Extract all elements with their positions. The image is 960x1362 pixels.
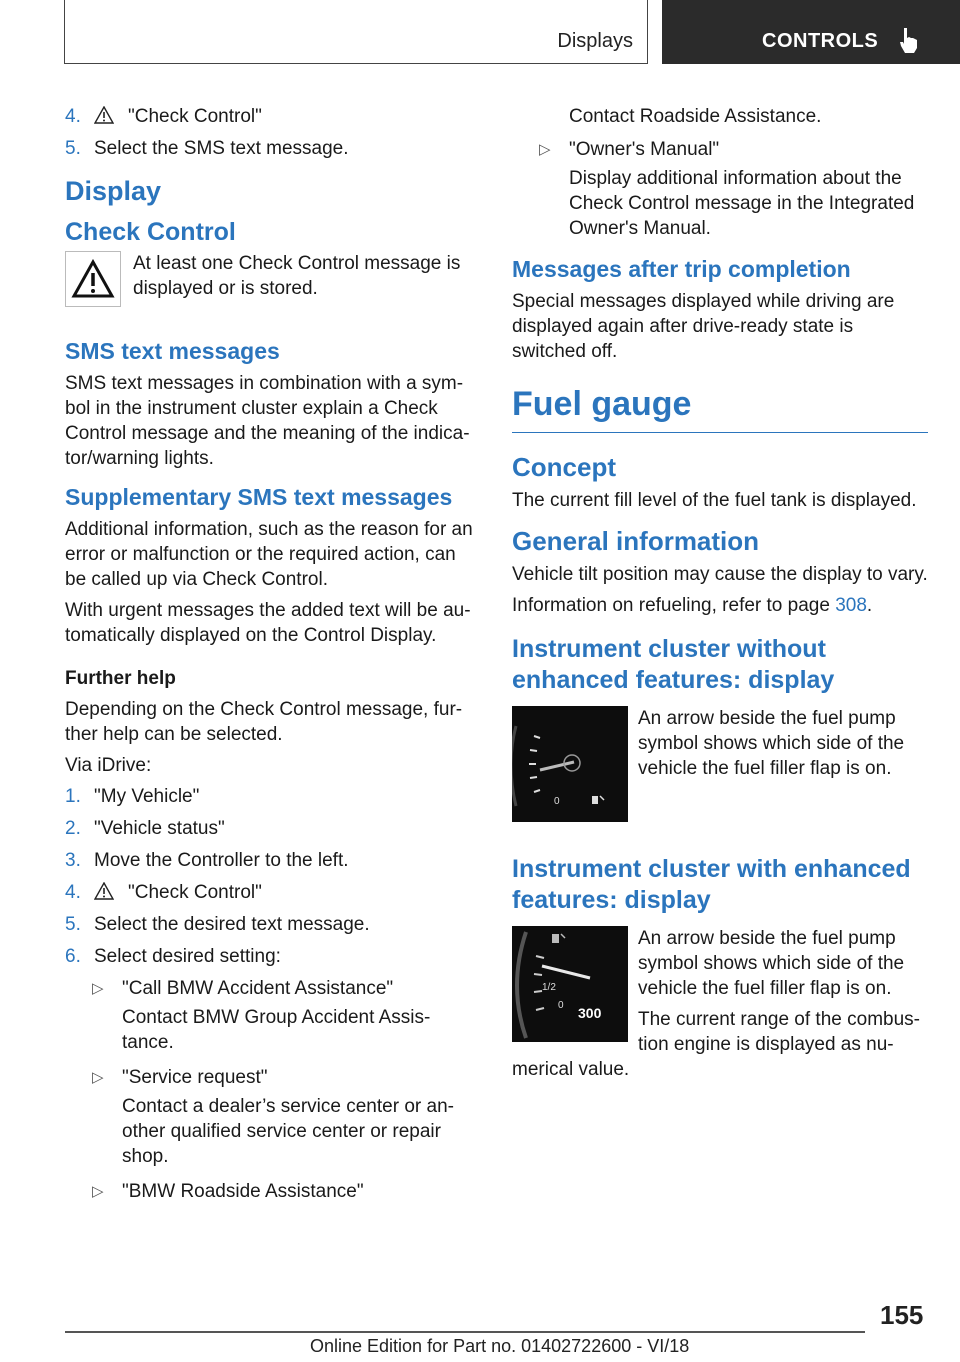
paragraph: Additional information, such as the reason for an error or malfunction or the required action, can be called up via Check Control. (65, 519, 473, 590)
fuel-gauge-enhanced-image (512, 926, 628, 1042)
list-item: 6. Select desired setting: (65, 946, 281, 967)
heading-display: Display (65, 176, 162, 206)
svg-text:0: 0 (558, 1000, 564, 1011)
svg-text:300: 300 (578, 1005, 602, 1021)
fuel-gauge-basic-icon (512, 706, 628, 822)
list-item: 4. "Check Control" (65, 882, 262, 903)
triangle-bullet-icon: ▷ (92, 1183, 104, 1200)
bullet-item: ▷ "BMW Roadside Assistance" (92, 1181, 364, 1202)
heading-fuel-gauge: Fuel gauge (512, 382, 928, 433)
right-column (512, 104, 928, 1082)
warning-triangle-icon (94, 882, 114, 900)
heading-messages-after-trip: Messages after trip completion (512, 256, 851, 282)
header-chapter-title: CONTROLS (762, 30, 879, 52)
paragraph: The current fill level of the fuel tank is displayed. (512, 490, 917, 511)
bullet-description: Contact BMW Group Accident Assistance. (122, 1007, 431, 1053)
heading-general-information: General information (512, 526, 760, 556)
list-item: 5. Select the SMS text message. (65, 138, 349, 159)
check-control-text: At least one Check Control message is displayed or is stored. (133, 253, 461, 299)
bullet-item: ▷ "Call BMW Accident Assistance" (92, 978, 394, 999)
heading-further-help: Further help (65, 668, 176, 689)
bullet-description: Contact Roadside Assistance. (569, 106, 822, 127)
page-number: 155 (880, 1300, 924, 1330)
warning-sign-box (65, 251, 121, 307)
paragraph: Special messages displayed while driving are displayed again after drive-ready state is switched off. (512, 291, 895, 362)
paragraph: The current range of the combustion engine is displayed as numerical value. (512, 1009, 920, 1080)
warning-triangle-icon (94, 106, 114, 124)
left-column (65, 104, 475, 1208)
heading-check-control: Check Control (65, 218, 236, 246)
page-reference-link[interactable]: 308 (835, 595, 867, 616)
pointing-hand-icon (898, 26, 920, 54)
header-section-title: Displays (557, 30, 633, 52)
svg-text:1/2: 1/2 (542, 982, 556, 993)
header-section-box (64, 0, 648, 64)
triangle-bullet-icon: ▷ (539, 141, 551, 158)
bullet-description: Display additional information about the Check Control message in the Integrated Owner's Manual. (569, 168, 915, 239)
list-item: 3. Move the Controller to the left. (65, 850, 349, 871)
header-chapter-box (662, 0, 960, 64)
bullet-item: ▷ "Owner's Manual" (539, 139, 720, 160)
heading-sms: SMS text messages (65, 338, 280, 364)
triangle-bullet-icon: ▷ (92, 1069, 104, 1086)
footer-edition: Online Edition for Part no. 01402722600 - VI/18 (310, 1336, 690, 1356)
list-item: 4. "Check Control" (65, 106, 262, 127)
paragraph: Information on refueling, refer to page 308. (512, 595, 873, 616)
paragraph: With urgent messages the added text will be automatically displayed on the Control Display. (65, 600, 471, 646)
fuel-gauge-image (512, 706, 628, 822)
heading-concept: Concept (512, 452, 616, 482)
paragraph: An arrow beside the fuel pump symbol shows which side of the vehicle the fuel filler flap is on. (638, 928, 905, 999)
list-item: 5. Select the desired text message. (65, 914, 370, 935)
paragraph: An arrow beside the fuel pump symbol shows which side of the vehicle the fuel filler flap is on. (638, 708, 905, 779)
paragraph: Depending on the Check Control message, further help can be selected. (65, 699, 463, 745)
footer-divider (65, 1331, 865, 1333)
svg-text:0: 0 (554, 796, 560, 807)
list-item: 1. "My Vehicle" (65, 786, 200, 807)
bullet-item: ▷ "Service request" (92, 1067, 268, 1088)
fuel-gauge-enhanced-icon (512, 926, 628, 1042)
heading-cluster-without-enhanced: Instrument cluster without enhanced features: display (512, 635, 835, 694)
heading-cluster-with-enhanced: Instrument cluster with enhanced features: display (512, 855, 911, 914)
list-item: 2. "Vehicle status" (65, 818, 225, 839)
paragraph: Via iDrive: (65, 755, 152, 776)
warning-triangle-icon (71, 259, 115, 299)
paragraph: Vehicle tilt position may cause the display to vary. (512, 564, 928, 585)
triangle-bullet-icon: ▷ (92, 980, 104, 997)
bullet-description: Contact a dealer’s service center or another qualified service center or repair shop. (122, 1096, 454, 1167)
paragraph: SMS text messages in combination with a symbol in the instrument cluster explain a Check Control message and the meaning of the indicator/warning lights. (65, 373, 470, 469)
heading-supplementary: Supplementary SMS text messages (65, 484, 453, 510)
